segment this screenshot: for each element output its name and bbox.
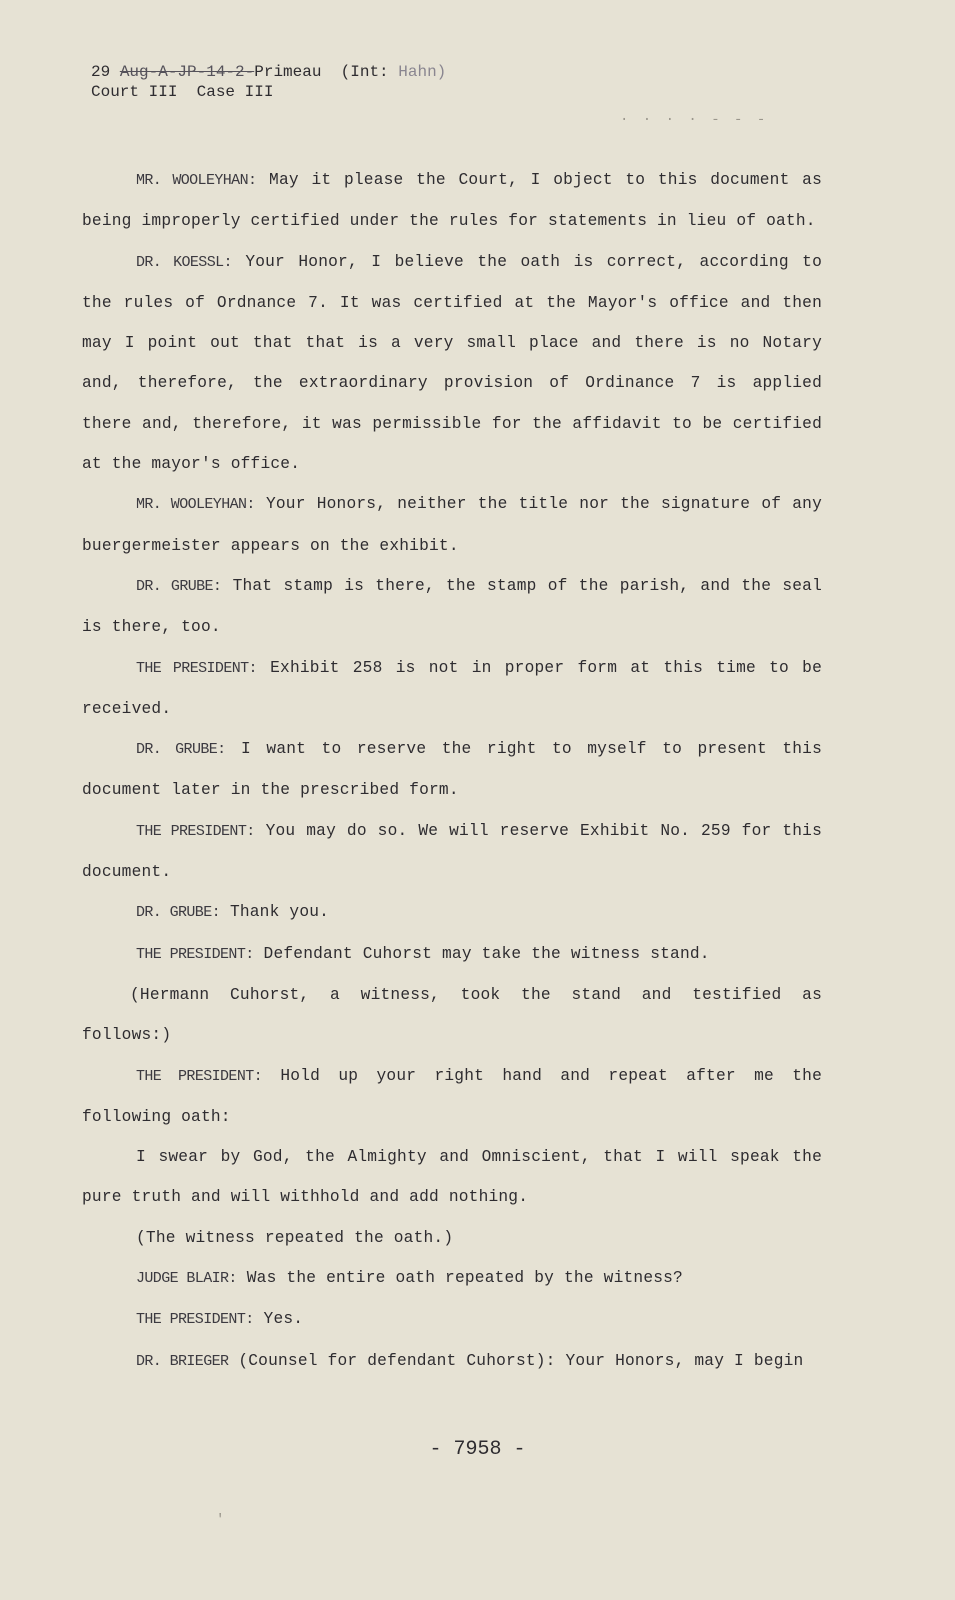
margin-mark: ': [216, 1512, 225, 1528]
speaker-name: DR. GRUBE:: [136, 904, 221, 922]
paragraph-text: Thank you.: [229, 903, 330, 922]
header-prefix: 29: [91, 63, 120, 81]
paragraph-text: Your Honor, I believe the oath is correct, according to the rules of Ordnance 7. It was certified at the Mayor's office and then may I point out that that is a very small place and there is no Notary and, therefore, the extraordinary provision of Ordinance 7 is applied there and, therefore, it was permissible for the affidavit to be certified at the mayor's office.: [82, 252, 822, 474]
speaker-name: THE PRESIDENT:: [136, 1311, 254, 1329]
transcript-paragraph: [82, 811, 822, 893]
paragraph-text: (Hermann Cuhorst, a witness, took the stand and testified as follows:): [82, 985, 822, 1045]
paragraph-text: May it please the Court, I object to this document as being improperly certified under the rules for statements in lieu of oath.: [82, 171, 822, 231]
speaker-name: THE PRESIDENT:: [136, 822, 255, 840]
transcript-paragraph: [82, 1258, 822, 1299]
paragraph-text: (Counsel for defendant Cuhorst): Your Honors, may I begin: [238, 1351, 804, 1370]
transcript-paragraph: [82, 1341, 822, 1382]
transcript-body: [82, 160, 822, 1382]
paragraph-text: (The witness repeated the oath.): [136, 1228, 454, 1247]
header-struck-code: Aug-A-JP-14-2-: [119, 63, 255, 81]
transcript-paragraph: [82, 1299, 822, 1340]
speaker-name: DR. GRUBE:: [136, 741, 226, 759]
header-court-case: Court III Case III: [91, 83, 274, 101]
transcript-paragraph: [82, 729, 822, 811]
document-header: [91, 62, 446, 102]
transcript-paragraph: [82, 1218, 822, 1258]
transcript-paragraph: [82, 934, 822, 975]
paragraph-text: I swear by God, the Almighty and Omniscient, that I will speak the pure truth and will withhold and add nothing.: [82, 1148, 822, 1207]
transcript-paragraph: [82, 242, 822, 485]
paragraph-text: That stamp is there, the stamp of the parish, and the seal is there, too.: [82, 576, 822, 637]
paragraph-text: Was the entire oath repeated by the witness?: [246, 1269, 683, 1288]
speaker-name: MR. WOOLEYHAN:: [136, 172, 257, 189]
header-name: Primeau (Int:: [254, 63, 399, 81]
transcript-paragraph: [82, 648, 822, 730]
speaker-name: MR. WOOLEYHAN:: [136, 496, 255, 514]
paper-speck-mark: · · · · - - -: [620, 112, 769, 128]
speaker-name: DR. BRIEGER: [136, 1352, 229, 1370]
transcript-paragraph: [82, 566, 822, 648]
speaker-name: THE PRESIDENT:: [136, 1067, 263, 1085]
speaker-name: THE PRESIDENT:: [136, 659, 257, 677]
paragraph-text: Defendant Cuhorst may take the witness stand.: [263, 944, 710, 963]
transcript-paragraph: [82, 975, 822, 1056]
speaker-name: DR. KOESSL:: [136, 253, 232, 271]
speaker-name: THE PRESIDENT:: [136, 945, 254, 963]
paragraph-text: Your Honors, neither the title nor the signature of any buergermeister appears on the exhibit.: [82, 495, 823, 555]
paragraph-text: You may do so. We will reserve Exhibit No. 259 for this document.: [82, 821, 822, 882]
paragraph-text: Hold up your right hand and repeat after me the following oath:: [82, 1066, 822, 1126]
transcript-paragraph: [82, 160, 822, 242]
header-interpreter: Hahn): [398, 63, 447, 81]
speaker-name: DR. GRUBE:: [136, 577, 222, 595]
transcript-paragraph: [82, 484, 822, 566]
paragraph-text: I want to reserve the right to myself to present this document later in the prescribed form.: [82, 740, 823, 800]
transcript-paragraph: [82, 1137, 822, 1218]
transcript-paragraph: [82, 1056, 822, 1138]
page-number: - 7958 -: [429, 1438, 526, 1461]
transcript-paragraph: [82, 892, 822, 933]
speaker-name: JUDGE BLAIR:: [136, 1270, 237, 1288]
paragraph-text: Yes.: [263, 1310, 304, 1329]
paragraph-text: Exhibit 258 is not in proper form at this time to be received.: [82, 658, 822, 718]
